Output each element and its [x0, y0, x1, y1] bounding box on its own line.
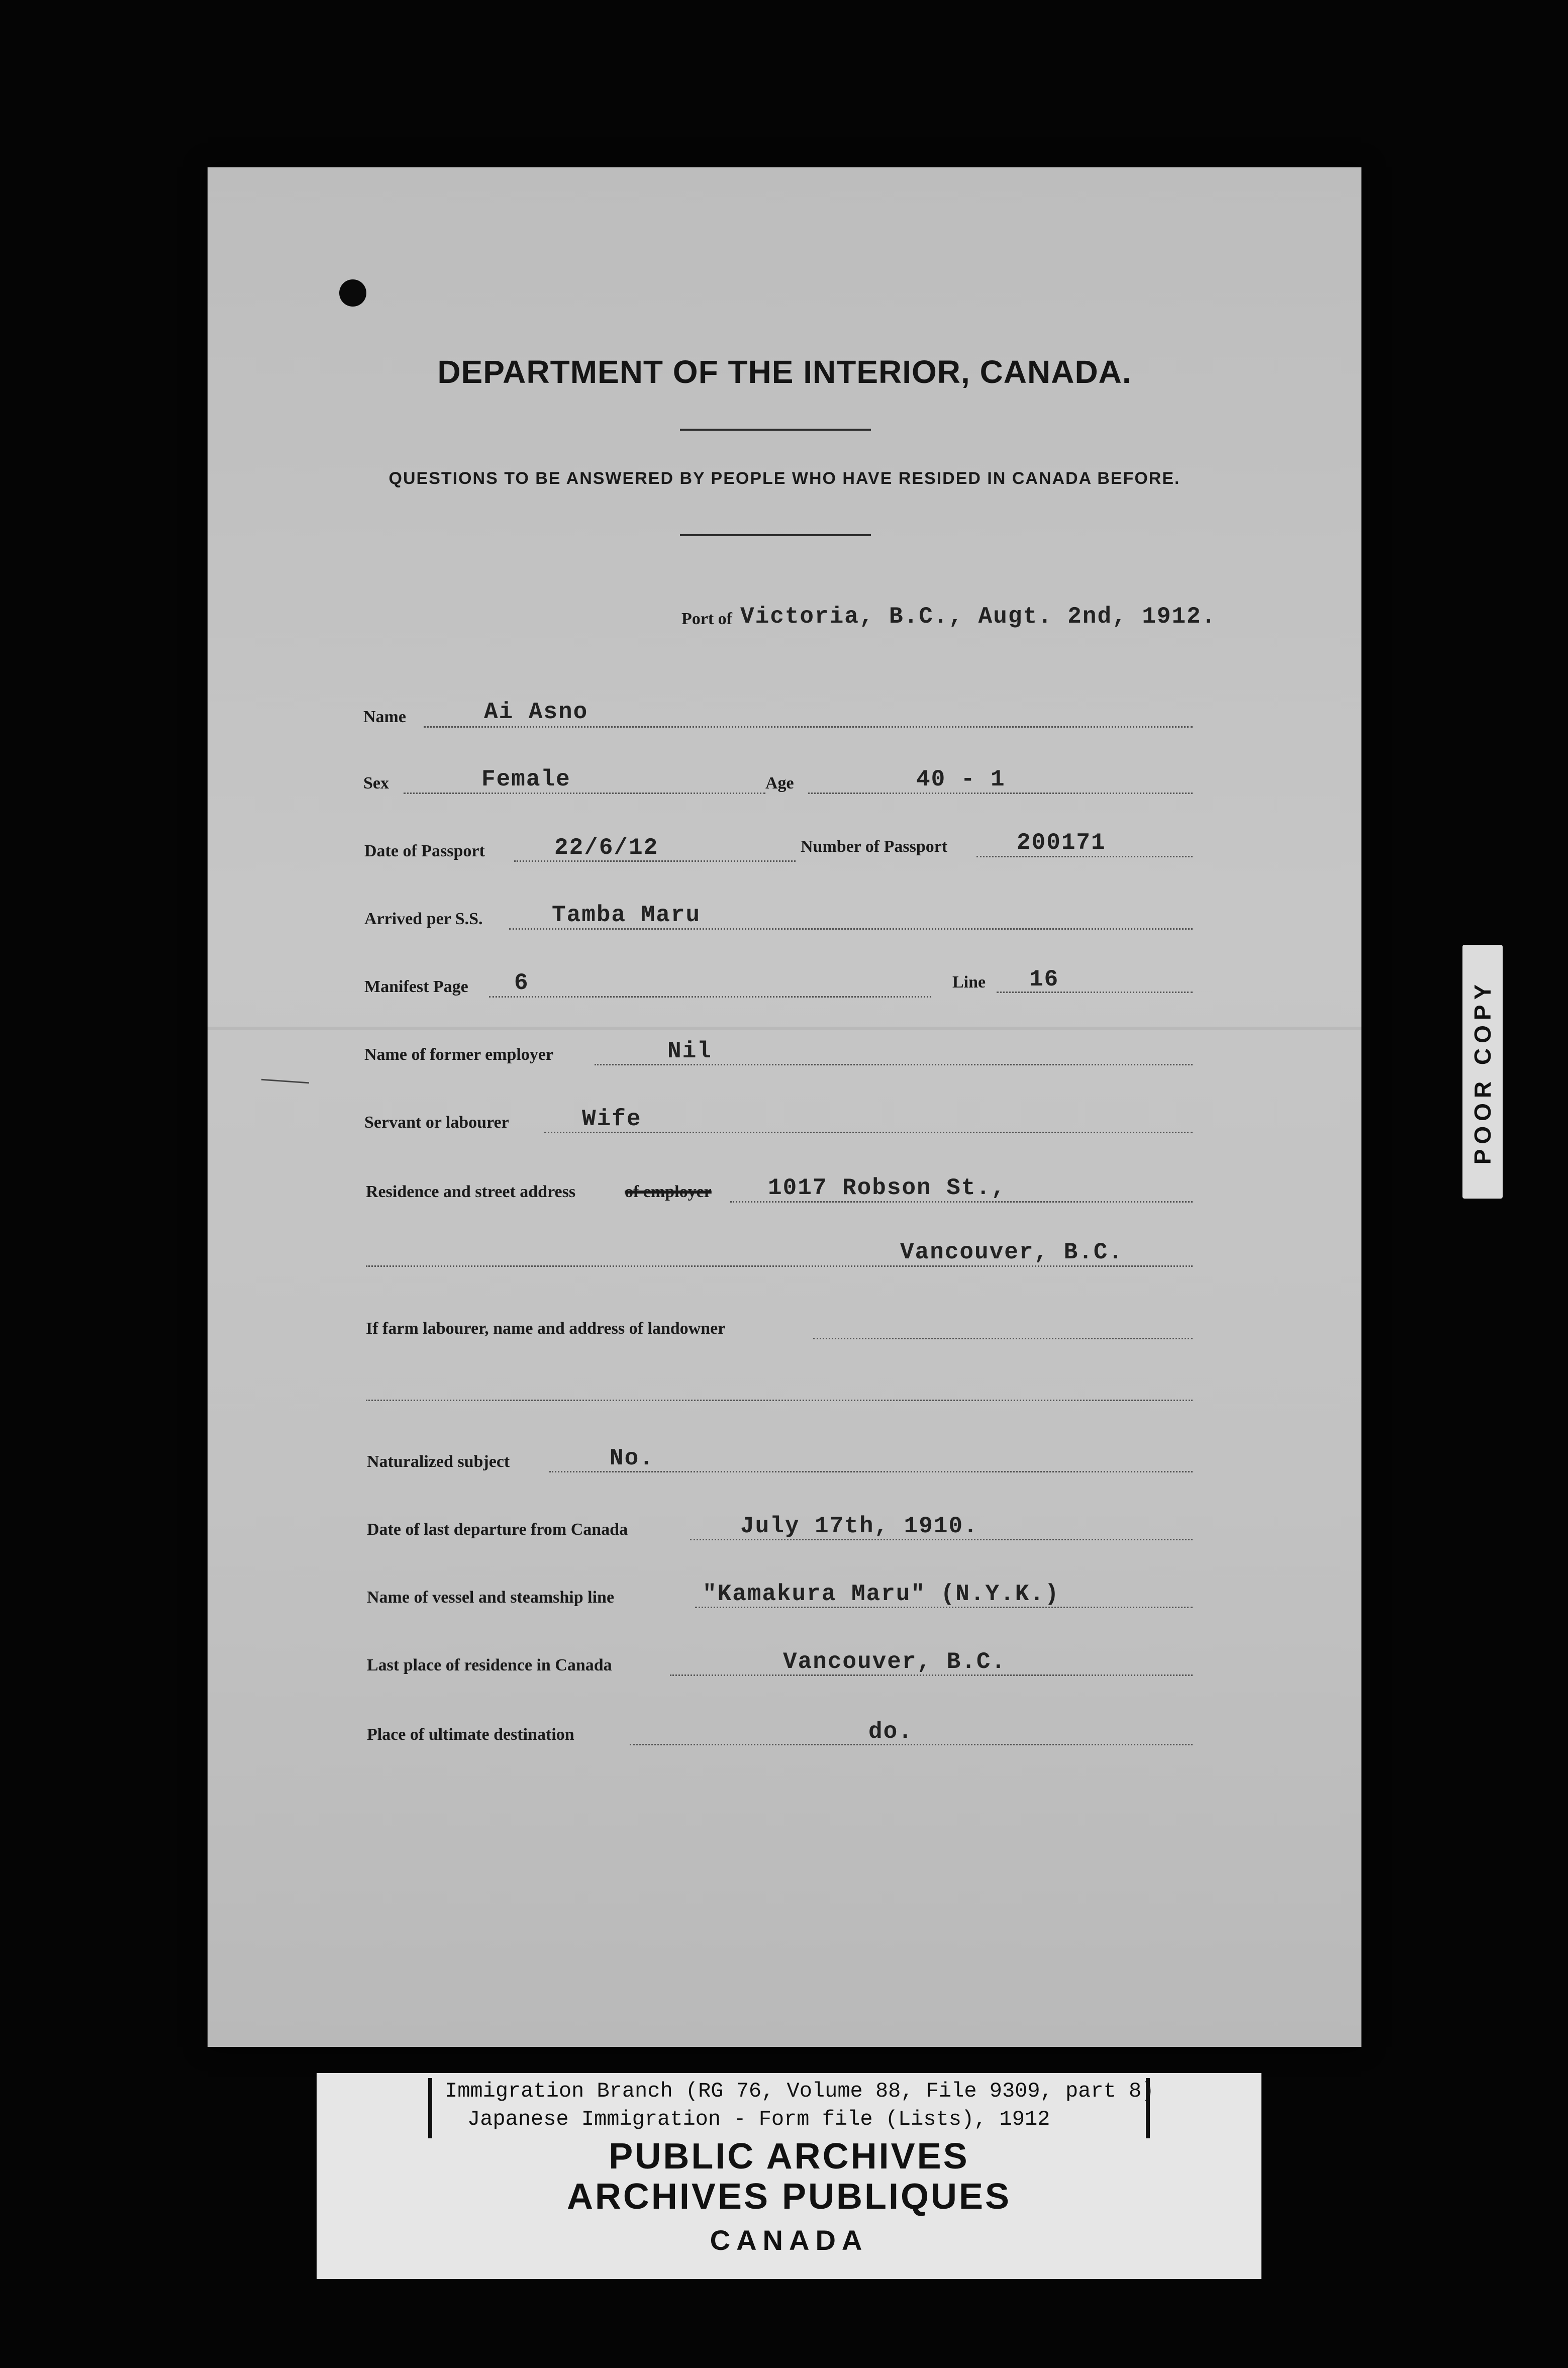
sex-line [404, 793, 765, 794]
residence-struck-text: of employer [625, 1182, 712, 1201]
line-label: Line [952, 973, 986, 992]
divider-bottom [680, 534, 871, 536]
residence-label: Residence and street address [366, 1182, 576, 1201]
former-employer-label: Name of former employer [364, 1045, 554, 1064]
archive-title-en: PUBLIC ARCHIVES [609, 2136, 969, 2177]
archive-country: CANADA [710, 2224, 868, 2256]
servant-value: Wife [582, 1106, 642, 1132]
last-residence-label: Last place of residence in Canada [367, 1656, 612, 1674]
naturalized-value: No. [610, 1445, 654, 1471]
poor-copy-text: POOR COPY [1469, 979, 1496, 1164]
age-line [808, 793, 1193, 794]
residence-line [730, 1201, 1193, 1203]
port-label: Port of [681, 610, 733, 628]
last-residence-value: Vancouver, B.C. [783, 1649, 1007, 1675]
passport-date-label: Date of Passport [364, 842, 485, 860]
passport-date-value: 22/6/12 [554, 835, 659, 861]
destination-label: Place of ultimate destination [367, 1725, 574, 1744]
manifest-page-line [489, 996, 931, 998]
former-employer-value: Nil [667, 1038, 712, 1064]
servant-label: Servant or labourer [364, 1113, 509, 1132]
line-line [997, 992, 1193, 993]
manifest-page-value: 6 [514, 970, 529, 996]
vessel-value: "Kamakura Maru" (N.Y.K.) [703, 1581, 1060, 1607]
passport-number-value: 200171 [1017, 830, 1106, 856]
naturalized-label: Naturalized subject [367, 1452, 510, 1471]
archive-label [317, 2073, 1261, 2279]
immigration-form [208, 167, 1361, 2047]
passport-number-label: Number of Passport [801, 837, 948, 856]
name-line [424, 726, 1193, 728]
port-value: Victoria, B.C., Augt. 2nd, 1912. [740, 604, 1217, 630]
last-departure-value: July 17th, 1910. [740, 1513, 978, 1539]
bracket-left [428, 2078, 432, 2138]
punch-hole [339, 279, 366, 307]
name-label: Name [363, 708, 406, 726]
divider-top [680, 429, 871, 431]
passport-number-line [976, 856, 1193, 857]
archive-reference-line1: Immigration Branch (RG 76, Volume 88, File 9309, part 8) [445, 2079, 1154, 2103]
sex-label: Sex [363, 774, 389, 793]
residence-value: 1017 Robson St., [768, 1175, 1006, 1201]
vessel-label: Name of vessel and steamship line [367, 1588, 615, 1607]
manifest-page-label: Manifest Page [364, 977, 468, 996]
form-subtitle: QUESTIONS TO BE ANSWERED BY PEOPLE WHO HAVE RESIDED IN CANADA BEFORE. [388, 469, 1181, 488]
residence-line-2 [366, 1265, 1193, 1267]
archive-reference-line2: Japanese Immigration - Form file (Lists), 1912 [467, 2107, 1050, 2131]
paper-fold [208, 1027, 1361, 1030]
residence-value-2: Vancouver, B.C. [900, 1239, 1124, 1265]
destination-value: do. [868, 1719, 913, 1745]
arrived-line [509, 928, 1193, 930]
archive-title-fr: ARCHIVES PUBLIQUES [566, 2177, 1012, 2217]
arrived-label: Arrived per S.S. [364, 910, 483, 928]
sex-value: Female [481, 766, 571, 793]
last-departure-label: Date of last departure from Canada [367, 1520, 628, 1539]
age-label: Age [765, 774, 794, 793]
farm-labourer-line-2 [366, 1400, 1193, 1401]
arrived-value: Tamba Maru [552, 902, 701, 928]
age-value: 40 - 1 [916, 766, 1006, 793]
form-title: DEPARTMENT OF THE INTERIOR, CANADA. [437, 354, 1132, 390]
farm-labourer-label: If farm labourer, name and address of landowner [366, 1319, 726, 1338]
servant-line [544, 1132, 1193, 1133]
farm-labourer-line [813, 1338, 1193, 1339]
poor-copy-stamp [1462, 945, 1503, 1199]
name-value: Ai Asno [484, 699, 589, 725]
line-value: 16 [1029, 966, 1059, 993]
